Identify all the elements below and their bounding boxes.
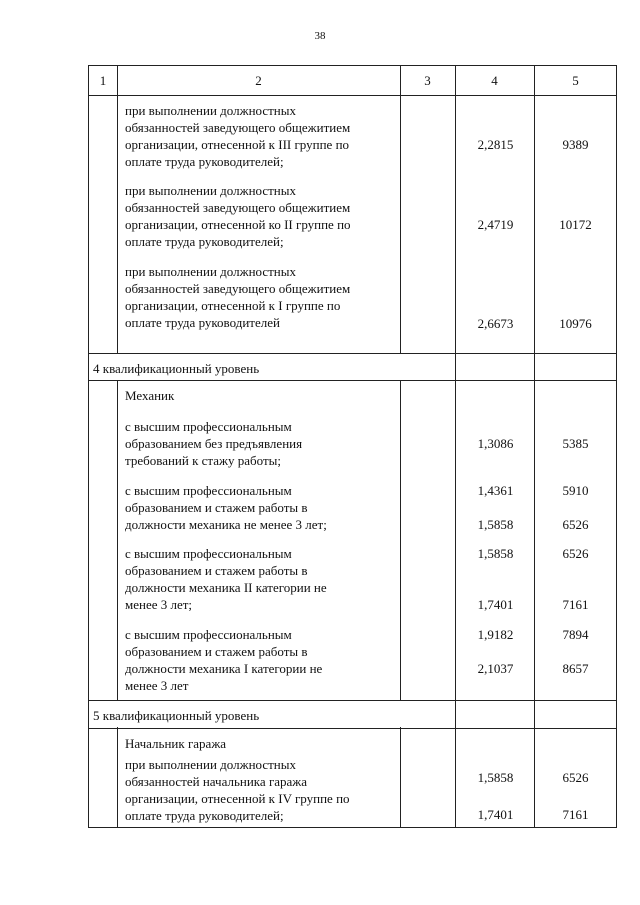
coefficient: 1,7401 bbox=[477, 807, 514, 822]
item-description: с высшим профессиональным образованием и стажем работы в должности механика не менее 3 лет; bbox=[125, 483, 327, 532]
coefficient: 1,5858 bbox=[477, 770, 514, 785]
item-description: с высшим профессиональным образованием и стажем работы в должности механика I категории не менее 3 лет bbox=[125, 627, 323, 693]
page-number: 38 bbox=[314, 30, 326, 42]
coefficient: 2,6673 bbox=[477, 316, 514, 331]
level-title: 5 квалификационный уровень bbox=[93, 708, 260, 723]
coefficient: 1,9182 bbox=[477, 627, 514, 642]
salary: 7161 bbox=[562, 597, 589, 612]
salary: 9389 bbox=[562, 137, 589, 152]
header-col-2: 2 bbox=[255, 73, 262, 88]
item-description: при выполнении должностных обязанностей заведующего общежитием организации, отнесенной к III группе по оплате труда руководителей; bbox=[125, 103, 351, 169]
position-title: Механик bbox=[125, 388, 175, 403]
salary: 7161 bbox=[562, 807, 589, 822]
col-divider bbox=[455, 66, 456, 827]
salary: 10172 bbox=[559, 217, 592, 232]
header-col-5: 5 bbox=[572, 73, 579, 88]
salary: 7894 bbox=[562, 627, 589, 642]
header-col-1: 1 bbox=[99, 73, 107, 88]
salary: 10976 bbox=[559, 316, 592, 331]
position-title: Начальник гаража bbox=[125, 736, 227, 751]
coefficient: 1,7401 bbox=[477, 597, 514, 612]
salary: 5385 bbox=[562, 436, 589, 451]
coefficient: 1,5858 bbox=[477, 517, 514, 532]
salary: 6526 bbox=[562, 546, 589, 561]
salary: 8657 bbox=[562, 661, 589, 676]
item-description: при выполнении должностных обязанностей начальника гаража организации, отнесенной к IV группе по оплате труда руководителей; bbox=[125, 757, 350, 823]
salary-table bbox=[88, 65, 617, 828]
row-divider bbox=[89, 380, 616, 381]
item-description: при выполнении должностных обязанностей заведующего общежитием организации, отнесенной к I группе по оплате труда руководителей bbox=[125, 264, 351, 330]
item-description: с высшим профессиональным образованием без предъявления требований к стажу работы; bbox=[125, 419, 303, 468]
item-description: при выполнении должностных обязанностей заведующего общежитием организации, отнесенной ко II группе по оплате труда руководителей; bbox=[125, 183, 351, 249]
salary: 6526 bbox=[562, 770, 589, 785]
header-col-3: 3 bbox=[424, 73, 431, 88]
coefficient: 1,4361 bbox=[477, 483, 514, 498]
coefficient: 2,2815 bbox=[477, 137, 514, 152]
salary: 5910 bbox=[562, 483, 589, 498]
row-divider bbox=[89, 728, 616, 729]
coefficient: 2,4719 bbox=[477, 217, 514, 232]
level-title: 4 квалификационный уровень bbox=[93, 361, 260, 376]
row-divider bbox=[89, 95, 616, 96]
coefficient: 2,1037 bbox=[477, 661, 514, 676]
coefficient: 1,5858 bbox=[477, 546, 514, 561]
header-col-4: 4 bbox=[491, 73, 498, 88]
item-description: с высшим профессиональным образованием и стажем работы в должности механика II категории не менее 3 лет; bbox=[125, 546, 327, 612]
coefficient: 1,3086 bbox=[477, 436, 514, 451]
salary: 6526 bbox=[562, 517, 589, 532]
